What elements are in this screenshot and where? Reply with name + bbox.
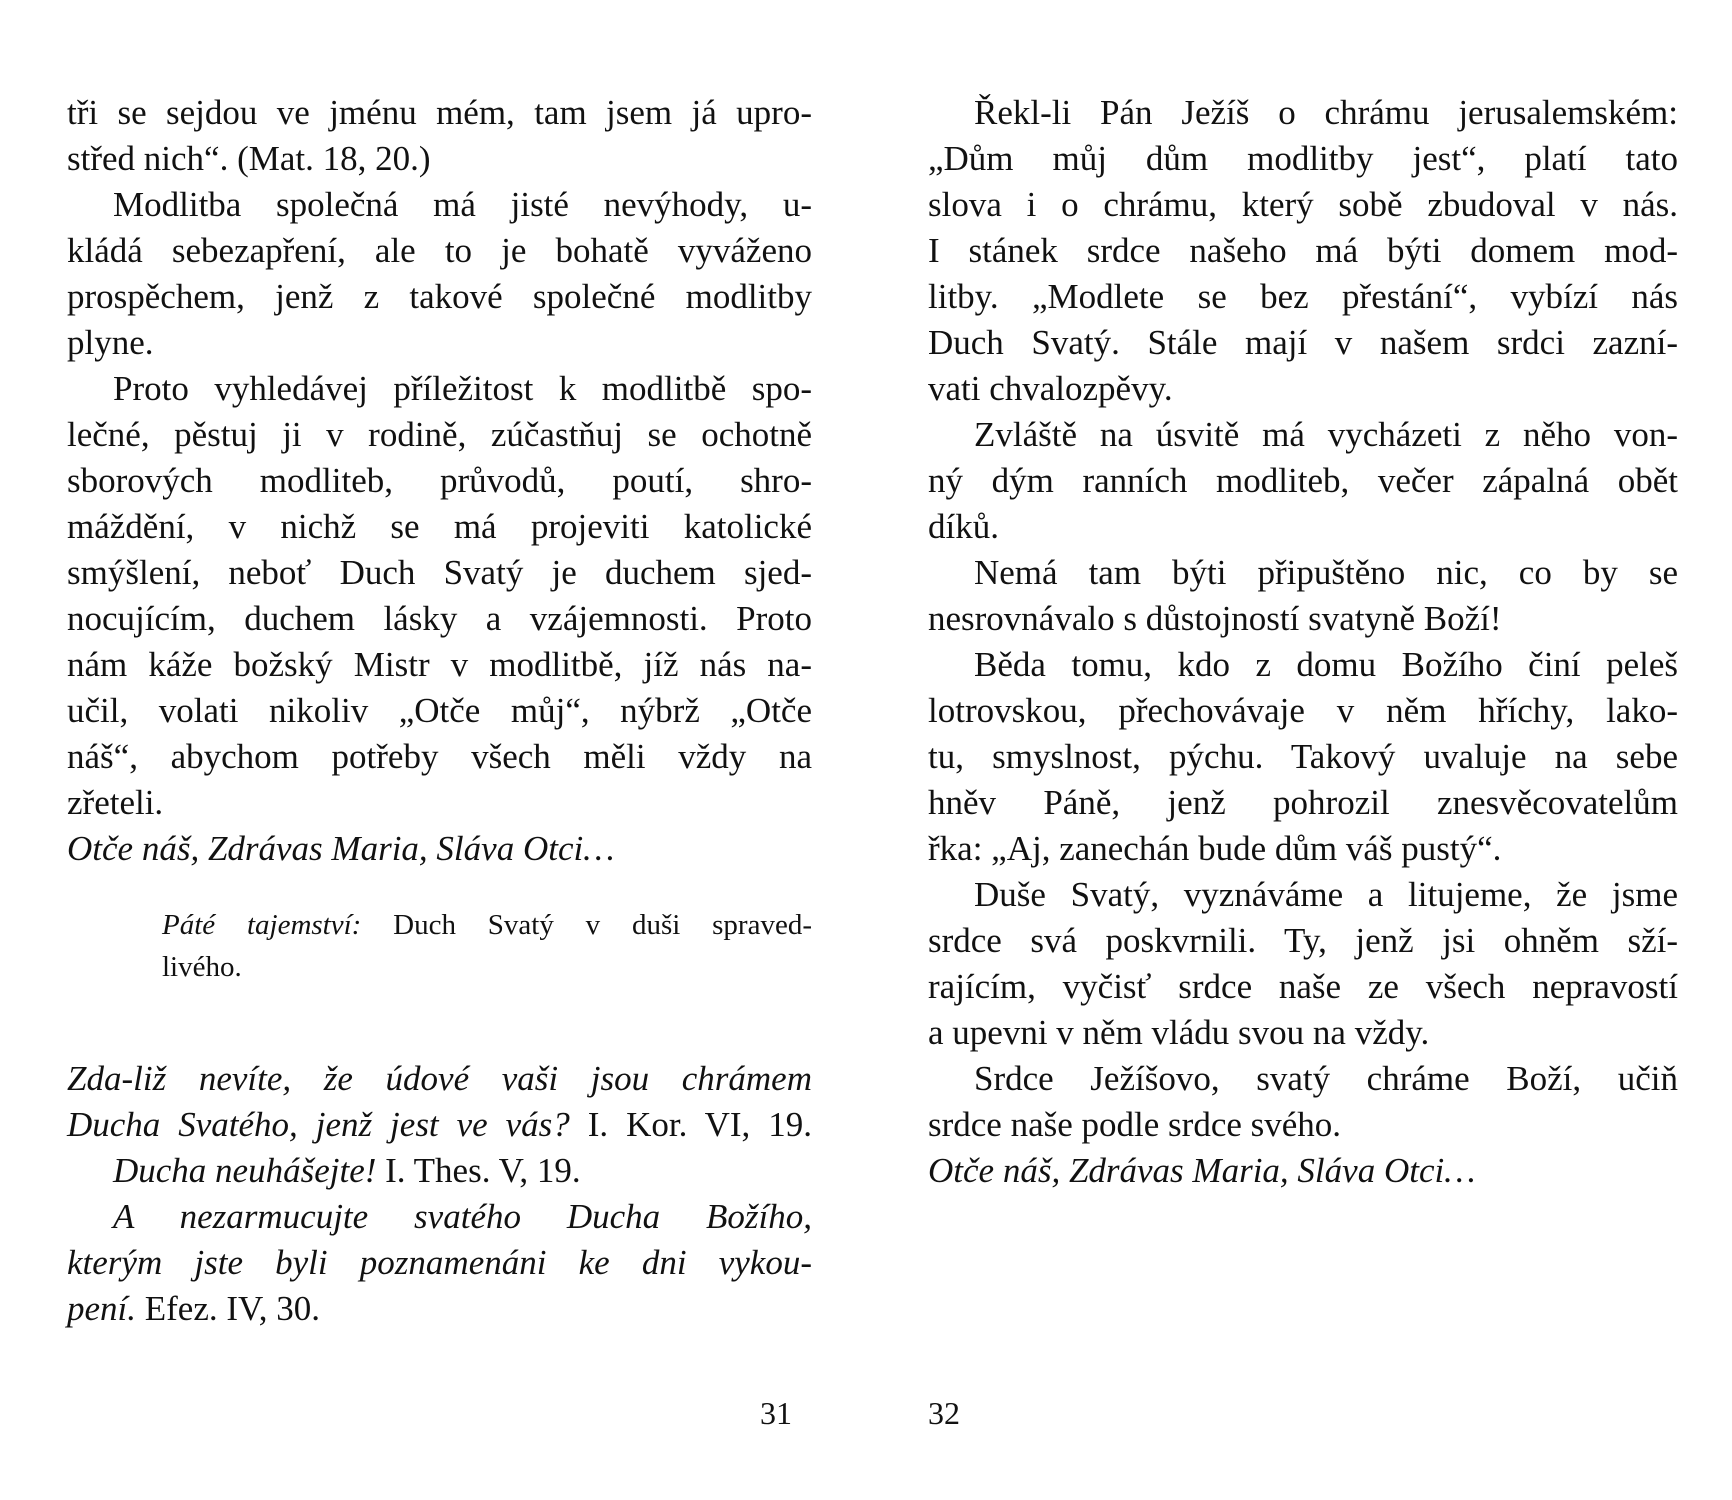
- quote-reference: I. Thes. V, 19.: [376, 1151, 581, 1190]
- text-line: nocujícím, duchem lásky a vzájemnosti. Proto: [67, 599, 812, 638]
- quote-text: Ducha neuhášejte!: [113, 1151, 377, 1190]
- text-line: rajícím, vyčisť srdce naše ze všech nepravostí: [928, 967, 1678, 1006]
- paragraph: [928, 90, 1678, 412]
- text-line: lečné, pěstuj ji v rodině, zúčastňuj se ochotně: [67, 415, 812, 454]
- text-line: „Dům můj dům modlitby jest“, platí tato: [928, 139, 1678, 178]
- right-page: [928, 90, 1678, 1194]
- mystery-line: livého.: [162, 951, 242, 983]
- text-line: Nemá tam býti připuštěno nic, co by se: [974, 553, 1678, 592]
- text-line: náš“, abychom potřeby všech měli vždy na: [67, 737, 812, 776]
- quote-line: [67, 1286, 812, 1332]
- text-line: smýšlení, neboť Duch Svatý je duchem sjed-: [67, 553, 812, 592]
- quote-reference: I. Kor. VI, 19.: [569, 1105, 812, 1144]
- quote-text: Ducha Svatého, jenž jest ve vás?: [67, 1105, 570, 1144]
- text-line: Duše Svatý, vyznáváme a litujeme, že jsme: [974, 875, 1678, 914]
- text-line: prospěchem, jenž z takové společné modlitby: [67, 277, 812, 316]
- mystery-heading: [67, 904, 812, 988]
- text-line: díků.: [928, 507, 999, 546]
- text-line: Zvláště na úsvitě má vycházeti z něho von-: [974, 415, 1678, 454]
- page-number: 31: [760, 1395, 792, 1431]
- scripture-quote: [67, 1056, 812, 1148]
- quote-line: Zda-liž nevíte, že údové vaši jsou chrámem: [67, 1059, 812, 1098]
- text-line: hněv Páně, jenž pohrozil znesvěcovatelům: [928, 783, 1678, 822]
- text-line: a upevni v něm vládu svou na vždy.: [928, 1013, 1430, 1052]
- text-line: zřeteli.: [67, 783, 164, 822]
- text-line: lotrovskou, přechovávaje v něm hříchy, lako-: [928, 691, 1678, 730]
- text-line: tu, smyslnost, pýchu. Takový uvaluje na sebe: [928, 737, 1678, 776]
- paragraph: [928, 550, 1678, 642]
- paragraph: [928, 642, 1678, 872]
- text-line: ný dým ranních modliteb, večer zápalná obět: [928, 461, 1678, 500]
- paragraph: [67, 90, 812, 182]
- text-line: srdce svá poskvrnili. Ty, jenž jsi ohněm sží-: [928, 921, 1678, 960]
- scripture-quote: [67, 1148, 812, 1194]
- prayer-line: Otče náš, Zdrávas Maria, Sláva Otci…: [928, 1151, 1476, 1190]
- quote-line: A nezarmucujte svatého Ducha Božího,: [113, 1197, 812, 1236]
- text-line: střed nich“. (Mat. 18, 20.): [67, 139, 431, 178]
- quote-line: [67, 1102, 812, 1148]
- paragraph: [67, 366, 812, 826]
- quote-line: [67, 1148, 812, 1194]
- text-line: Modlitba společná má jisté nevýhody, u-: [113, 185, 812, 224]
- text-line: I stánek srdce našeho má býti domem mod-: [928, 231, 1678, 270]
- text-line: kládá sebezapření, ale to je bohatě vyváženo: [67, 231, 812, 270]
- paragraph: [928, 412, 1678, 550]
- left-page: [67, 90, 812, 1332]
- mystery-line: [162, 904, 812, 946]
- mystery-label: Páté tajemství:: [162, 909, 362, 941]
- quote-text: pení.: [67, 1289, 137, 1328]
- text-line: Běda tomu, kdo z domu Božího činí peleš: [974, 645, 1678, 684]
- page-number: 32: [928, 1395, 960, 1431]
- text-line: sborových modliteb, průvodů, poutí, shro-: [67, 461, 812, 500]
- text-line: Řekl-li Pán Ježíš o chrámu jerusalemském:: [974, 93, 1678, 132]
- text-line: plyne.: [67, 323, 154, 362]
- text-line: Srdce Ježíšovo, svatý chráme Boží, učiň: [974, 1059, 1678, 1098]
- text-line: Duch Svatý. Stále mají v našem srdci zazní-: [928, 323, 1678, 362]
- text-line: vati chvalozpěvy.: [928, 369, 1173, 408]
- text-line: řka: „Aj, zanechán bude dům váš pustý“.: [928, 829, 1502, 868]
- quote-reference: Efez. IV, 30.: [136, 1289, 321, 1328]
- text-line: tři se sejdou ve jménu mém, tam jsem já upro-: [67, 93, 812, 132]
- paragraph: [928, 1056, 1678, 1148]
- text-line: nám káže božský Mistr v modlitbě, jíž nás na-: [67, 645, 812, 684]
- text-line: slova i o chrámu, který sobě zbudoval v nás.: [928, 185, 1678, 224]
- text-line: litby. „Modlete se bez přestání“, vybízí nás: [928, 277, 1678, 316]
- text-line: máždění, v nichž se má projeviti katolické: [67, 507, 812, 546]
- scripture-quote: [67, 1194, 812, 1332]
- prayer-line: Otče náš, Zdrávas Maria, Sláva Otci…: [67, 829, 615, 868]
- text-line: srdce naše podle srdce svého.: [928, 1105, 1342, 1144]
- text-line: Proto vyhledávej příležitost k modlitbě spo-: [113, 369, 812, 408]
- quote-line: kterým jste byli poznamenáni ke dni vykou-: [67, 1243, 812, 1282]
- paragraph: [67, 182, 812, 366]
- paragraph: [928, 872, 1678, 1056]
- mystery-text: Duch Svatý v duši spraved-: [361, 909, 812, 941]
- text-line: nesrovnávalo s důstojností svatyně Boží!: [928, 599, 1502, 638]
- text-line: učil, volati nikoliv „Otče můj“, nýbrž „Otče: [67, 691, 812, 730]
